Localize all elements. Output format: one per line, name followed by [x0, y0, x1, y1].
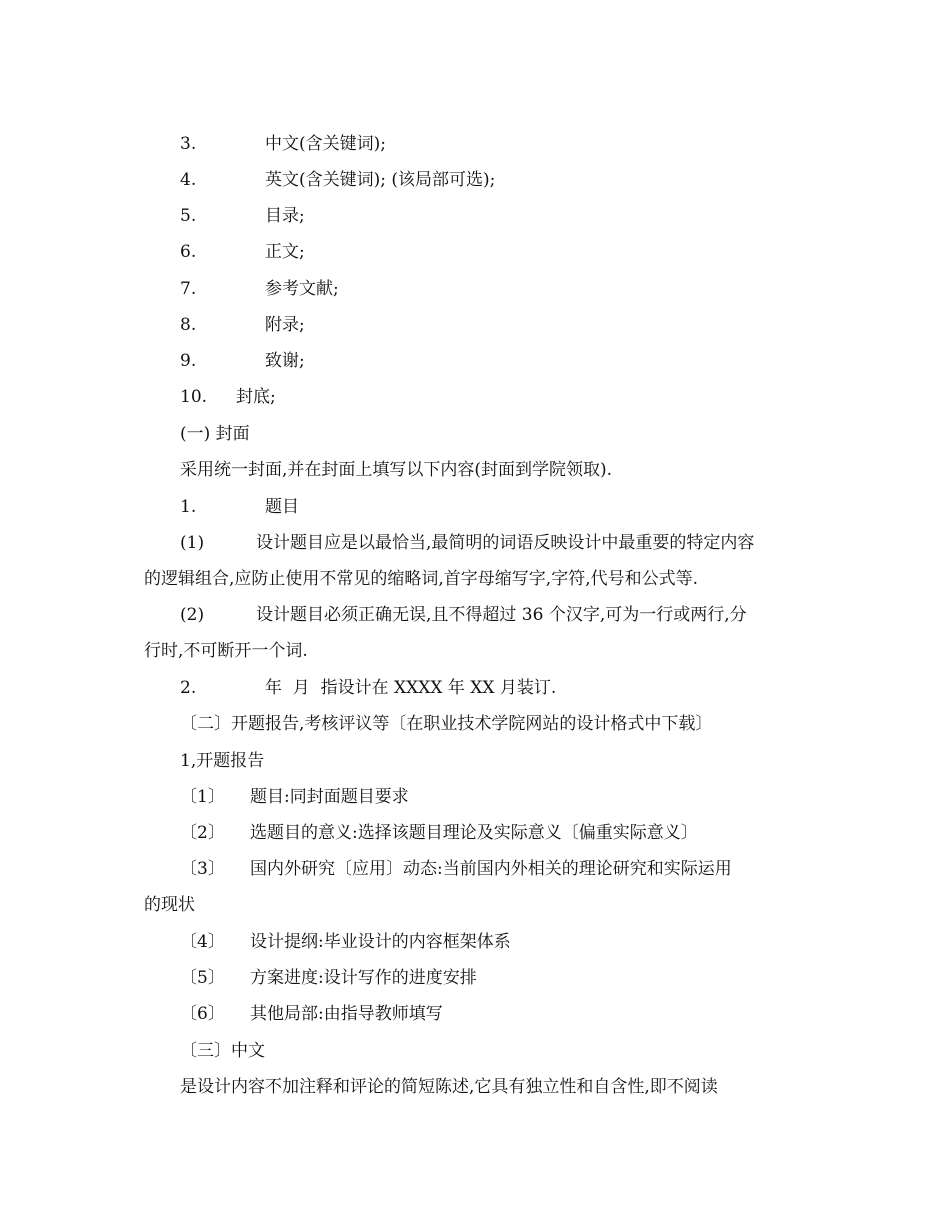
list-text: 题目:同封面题目要求 [250, 787, 409, 807]
paragraph: 采用统一封面,并在封面上填写以下内容(封面到学院领取). [180, 460, 613, 480]
paragraph-number: (1) [180, 533, 205, 553]
list-number: 〔3〕 [180, 859, 225, 879]
list-text: 致谢; [265, 351, 305, 371]
paragraph-text: 设计题目应是以最恰当,最简明的词语反映设计中最重要的特定内容 [256, 533, 755, 553]
list-number: 2. [180, 678, 197, 698]
list-text: 目录; [265, 206, 305, 226]
list-number: 9. [180, 351, 197, 371]
sub-heading: 1,开题报告 [180, 751, 265, 771]
paragraph-continuation: 行时,不可断开一个词. [144, 641, 308, 661]
paragraph-continuation: 的逻辑组合,应防止使用不常见的缩略词,首字母缩写字,字符,代号和公式等. [144, 569, 699, 589]
section-heading: 〔二〕开题报告,考核评议等〔在职业技术学院网站的设计格式中下载〕 [180, 714, 713, 734]
list-number: 〔5〕 [180, 968, 225, 988]
list-number: 〔6〕 [180, 1004, 225, 1024]
list-text: 附录; [265, 315, 305, 335]
list-number: 〔2〕 [180, 823, 225, 843]
list-number: 〔1〕 [180, 787, 225, 807]
section-heading: (一) 封面 [180, 424, 250, 444]
list-number: 3. [180, 134, 197, 154]
list-text: 设计提纲:毕业设计的内容框架体系 [250, 932, 511, 952]
paragraph-continuation: 的现状 [144, 895, 195, 915]
paragraph-number: (2) [180, 605, 205, 625]
list-text: 年 月 指设计在 XXXX 年 XX 月装订. [265, 678, 557, 698]
list-text: 方案进度:设计写作的进度安排 [250, 968, 477, 988]
section-heading: 〔三〕中文 [180, 1041, 265, 1061]
paragraph-text: 设计题目必须正确无误,且不得超过 36 个汉字,可为一行或两行,分 [256, 605, 747, 625]
list-text: 中文(含关键词); [265, 134, 386, 154]
list-number: 6. [180, 242, 197, 262]
list-text: 其他局部:由指导教师填写 [250, 1004, 443, 1024]
list-number: 〔4〕 [180, 932, 225, 952]
list-number: 4. [180, 170, 197, 190]
list-number: 7. [180, 279, 197, 299]
list-text: 正文; [265, 242, 305, 262]
list-number: 5. [180, 206, 197, 226]
list-text: 选题目的意义:选择该题目理论及实际意义〔偏重实际意义〕 [250, 823, 698, 843]
list-text: 封底; [236, 387, 276, 407]
list-text: 国内外研究〔应用〕动态:当前国内外相关的理论研究和实际运用 [250, 859, 732, 879]
paragraph: 是设计内容不加注释和评论的简短陈述,它具有独立性和自含性,即不阅读 [180, 1077, 718, 1097]
list-text: 英文(含关键词); (该局部可选); [265, 170, 496, 190]
list-text: 参考文献; [265, 279, 339, 299]
list-text: 题目 [265, 497, 299, 517]
list-number: 10. [180, 387, 208, 407]
list-number: 8. [180, 315, 197, 335]
list-number: 1. [180, 497, 197, 517]
